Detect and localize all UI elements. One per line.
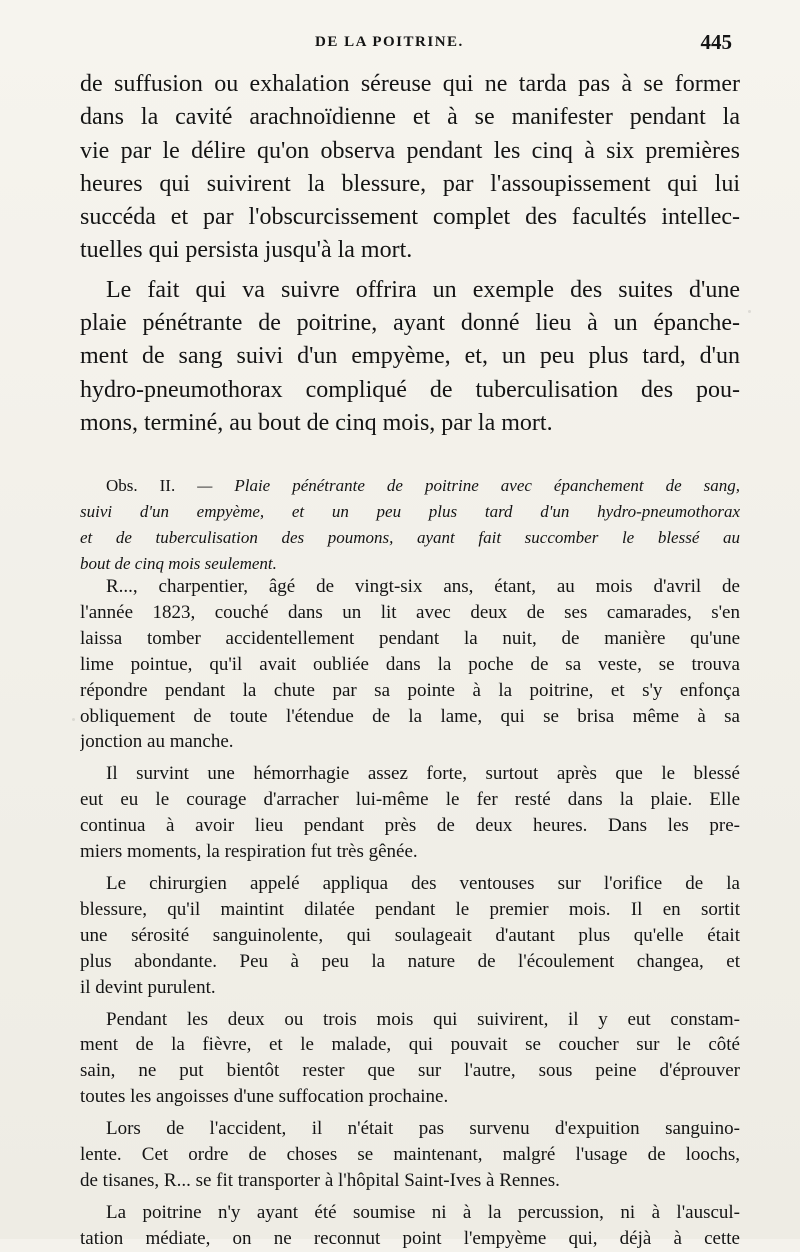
body-paragraph: [80, 1200, 740, 1252]
observation-title-line: bout de cinq mois seulement.: [80, 554, 277, 573]
text-line: Pendant les deux ou trois mois qui suivirent, il y eut constam-: [106, 1008, 740, 1030]
text-line: de suffusion ou exhalation séreuse qui ne tarda pas à se former: [80, 71, 740, 97]
text-line: succéda et par l'obscurcissement complet des facultés intellec-: [80, 204, 740, 231]
text-line: obliquement de toute l'étendue de la lame, qui se brisa même à sa: [80, 705, 740, 727]
text-line: ment de la fièvre, et le malade, qui pouvait se coucher sur le côté: [80, 1034, 740, 1056]
intro-text: [80, 68, 740, 440]
intro-paragraph-1: [80, 68, 740, 268]
text-line: La poitrine n'y ayant été soumise ni à la percussion, ni à l'auscul-: [106, 1201, 740, 1223]
text-line: répondre pendant la chute par sa pointe à la poitrine, et s'y enfonça: [80, 679, 740, 701]
text-line: Lors de l'accident, il n'était pas survenu d'expuition sanguino-: [106, 1118, 740, 1140]
text-line: plus abondante. Peu à peu la nature de l'écoulement changea, et: [80, 950, 740, 972]
text-line: eut eu le courage d'arracher lui-même le fer resté dans la plaie. Elle: [80, 789, 740, 811]
text-line: vie par le délire qu'on observa pendant les cinq à six premières: [80, 137, 740, 164]
body-paragraph: [80, 1007, 740, 1111]
body-paragraph: [80, 1116, 740, 1194]
text-line: tation médiate, on ne reconnut point l'empyème qui, déjà à cette: [80, 1227, 740, 1249]
paper-speck: [748, 310, 751, 313]
text-line: Le chirurgien appelé appliqua des ventouses sur l'orifice de la: [106, 872, 740, 894]
text-line: lime pointue, qu'il avait oubliée dans la poche de sa veste, se trouva: [80, 653, 740, 675]
text-line: dans la cavité arachnoïdienne et à se manifester pendant la: [80, 104, 740, 131]
text-line: lente. Cet ordre de choses se maintenant, malgré l'usage de loochs,: [80, 1144, 740, 1166]
observation-title-line: suivi d'un empyème, et un peu plus tard d'un hydro-pneumothorax: [80, 502, 740, 521]
text-line: continua à avoir lieu pendant près de deux heures. Dans les pre-: [80, 815, 740, 837]
observation-title-line: [80, 473, 740, 499]
intro-paragraph-2: [80, 274, 740, 440]
text-line: il devint purulent.: [80, 976, 216, 998]
text-line: blessure, qu'il maintint dilatée pendant le premier mois. Il en sortit: [80, 898, 740, 920]
observation-title-text: — Plaie pénétrante de poitrine avec épanchement de sang,: [197, 476, 740, 495]
text-line: l'année 1823, couché dans un lit avec deux de ses camarades, s'en: [80, 601, 740, 623]
text-line: de tisanes, R... se fit transporter à l'hôpital Saint-Ives à Rennes.: [80, 1169, 560, 1191]
observation-label: Obs. II.: [106, 476, 176, 495]
text-line: mons, terminé, au bout de cinq mois, par la mort.: [80, 409, 553, 436]
text-line: heures qui suivirent la blessure, par l'assoupissement qui lui: [80, 170, 740, 197]
text-line: sain, ne put bientôt rester que sur l'autre, sous peine d'éprouver: [80, 1060, 740, 1082]
body-paragraph: [80, 761, 740, 865]
running-title: DE LA POITRINE.: [315, 34, 464, 50]
body-paragraph: [80, 871, 740, 1001]
text-line: jonction au manche.: [80, 731, 234, 753]
text-line: R..., charpentier, âgé de vingt-six ans, étant, au mois d'avril de: [106, 576, 740, 597]
text-line: tuelles qui persista jusqu'à la mort.: [80, 237, 413, 264]
body-paragraph: [80, 574, 740, 755]
text-line: miers moments, la respiration fut très gênée.: [80, 841, 418, 863]
text-line: plaie pénétrante de poitrine, ayant donné lieu à un épanche-: [80, 310, 740, 337]
text-line: hydro-pneumothorax compliqué de tuberculisation des pou-: [80, 376, 740, 403]
text-line: ment de sang suivi d'un empyème, et, un peu plus tard, d'un: [80, 343, 740, 370]
text-line: une sérosité sanguinolente, qui soulageait d'autant plus qu'elle était: [80, 924, 740, 946]
text-line: toutes les angoisses d'une suffocation prochaine.: [80, 1086, 449, 1108]
observation-heading: [80, 473, 740, 577]
text-line: laissa tomber accidentellement pendant la nuit, de manière qu'une: [80, 627, 740, 649]
page-number: 445: [700, 30, 732, 54]
text-line: Il survint une hémorrhagie assez forte, surtout après que le blessé: [106, 763, 740, 785]
paper-speck: [72, 718, 75, 721]
running-head: [80, 30, 740, 58]
text-line: Le fait qui va suivre offrira un exemple des suites d'une: [106, 276, 740, 303]
observation-title-line: et de tuberculisation des poumons, ayant fait succomber le blessé au: [80, 528, 740, 547]
observation-body: [80, 574, 740, 1252]
